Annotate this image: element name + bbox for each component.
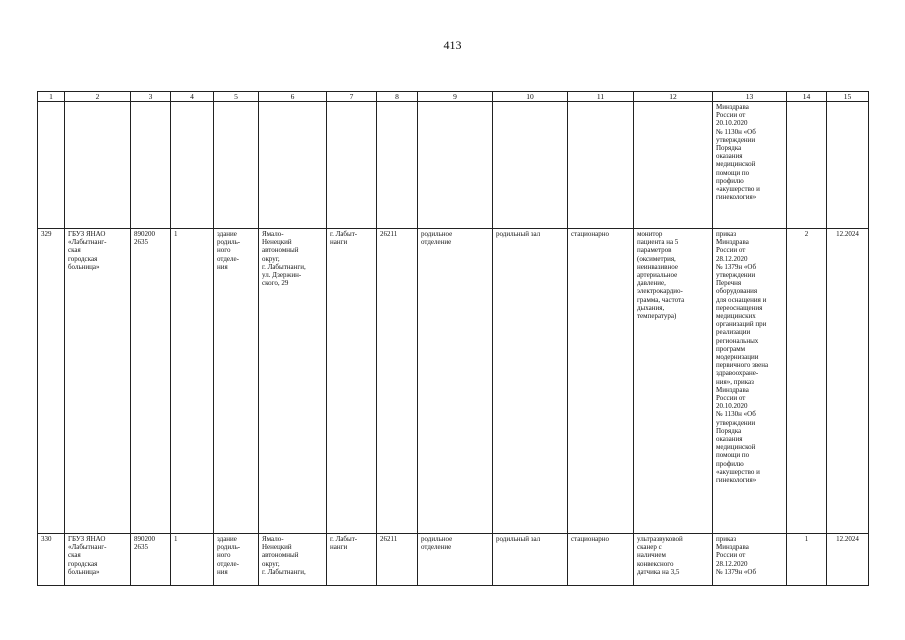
column-header: 7 bbox=[327, 92, 377, 102]
building-count-cell: 1 bbox=[171, 534, 214, 586]
legal-basis-cell: Минздрава России от 20.10.2020 № 1130н «Об утверждении Порядка оказания медицинской помощи по профилю «акушерство и гинекология» bbox=[713, 102, 787, 229]
inn-cell: 890200 2635 bbox=[131, 229, 171, 534]
code-cell: 26211 bbox=[377, 229, 418, 534]
legal-basis-cell: приказ Минздрава России от 28.12.2020 № 1379н «Об утверждении Перечня оборудования для оснащения и переоснащения медицинских организаций при реализации региональных программ модернизации первичного звена здравоохране- ния», приказ Минздрава России от 20.10.2020 № 1130н «Об утверждении Порядка оказания медицинской помощи по профилю «акушерство и гинекология» bbox=[713, 229, 787, 534]
quantity-cell: 1 bbox=[787, 534, 827, 586]
row-number: 330 bbox=[38, 534, 65, 586]
table-cell bbox=[65, 102, 131, 229]
column-header: 12 bbox=[634, 92, 713, 102]
locality-cell: г. Лабыт- нанги bbox=[327, 534, 377, 586]
table-cell bbox=[493, 102, 568, 229]
organization-cell: ГБУЗ ЯНАО «Лабытнанг- ская городская больница» bbox=[65, 534, 131, 586]
building-count-cell: 1 bbox=[171, 229, 214, 534]
column-header: 15 bbox=[827, 92, 869, 102]
department-cell: родильное отделение bbox=[418, 229, 493, 534]
table-cell bbox=[418, 102, 493, 229]
table-row bbox=[38, 534, 869, 586]
table-cell bbox=[327, 102, 377, 229]
date-cell: 12.2024 bbox=[827, 534, 869, 586]
table-cell bbox=[568, 102, 634, 229]
table-cell bbox=[259, 102, 327, 229]
legal-basis-cell: приказ Минздрава России от 28.12.2020 № 1379н «Об bbox=[713, 534, 787, 586]
continuation-row bbox=[38, 102, 869, 229]
table-cell bbox=[827, 102, 869, 229]
column-header: 14 bbox=[787, 92, 827, 102]
address-cell: Ямало- Ненецкий автономный округ, г. Лабытнанги, ул. Дзержин- ского, 29 bbox=[259, 229, 327, 534]
table-cell bbox=[214, 102, 259, 229]
organization-cell: ГБУЗ ЯНАО «Лабытнанг- ская городская больница» bbox=[65, 229, 131, 534]
equipment-cell: монитор пациента на 5 параметров (оксиметрия, неинвазивное артериальное давление, электрокардио- грамма, частота дыхания, температура) bbox=[634, 229, 713, 534]
address-cell: Ямало- Ненецкий автономный округ, г. Лабытнанги, bbox=[259, 534, 327, 586]
care-mode-cell: стационарно bbox=[568, 229, 634, 534]
department-cell: родильное отделение bbox=[418, 534, 493, 586]
column-header: 10 bbox=[493, 92, 568, 102]
column-header: 5 bbox=[214, 92, 259, 102]
column-header: 1 bbox=[38, 92, 65, 102]
page-number: 413 bbox=[443, 38, 462, 52]
column-header: 6 bbox=[259, 92, 327, 102]
column-header: 11 bbox=[568, 92, 634, 102]
column-header: 4 bbox=[171, 92, 214, 102]
column-header: 13 bbox=[713, 92, 787, 102]
table-cell bbox=[38, 102, 65, 229]
equipment-table bbox=[37, 91, 869, 586]
column-number-row bbox=[38, 92, 869, 102]
table-cell bbox=[131, 102, 171, 229]
table-row bbox=[38, 229, 869, 534]
room-cell: родильный зал bbox=[493, 229, 568, 534]
building-cell: здание родиль- ного отделе- ния bbox=[214, 534, 259, 586]
table-cell bbox=[171, 102, 214, 229]
table-cell bbox=[787, 102, 827, 229]
table-cell bbox=[377, 102, 418, 229]
room-cell: родильный зал bbox=[493, 534, 568, 586]
equipment-cell: ультразвуковой сканер с наличием конвексного датчика на 3,5 bbox=[634, 534, 713, 586]
building-cell: здание родиль- ного отделе- ния bbox=[214, 229, 259, 534]
quantity-cell: 2 bbox=[787, 229, 827, 534]
date-cell: 12.2024 bbox=[827, 229, 869, 534]
locality-cell: г. Лабыт- нанги bbox=[327, 229, 377, 534]
inn-cell: 890200 2635 bbox=[131, 534, 171, 586]
column-header: 2 bbox=[65, 92, 131, 102]
row-number: 329 bbox=[38, 229, 65, 534]
care-mode-cell: стационарно bbox=[568, 534, 634, 586]
column-header: 9 bbox=[418, 92, 493, 102]
column-header: 3 bbox=[131, 92, 171, 102]
code-cell: 26211 bbox=[377, 534, 418, 586]
column-header: 8 bbox=[377, 92, 418, 102]
table-cell bbox=[634, 102, 713, 229]
